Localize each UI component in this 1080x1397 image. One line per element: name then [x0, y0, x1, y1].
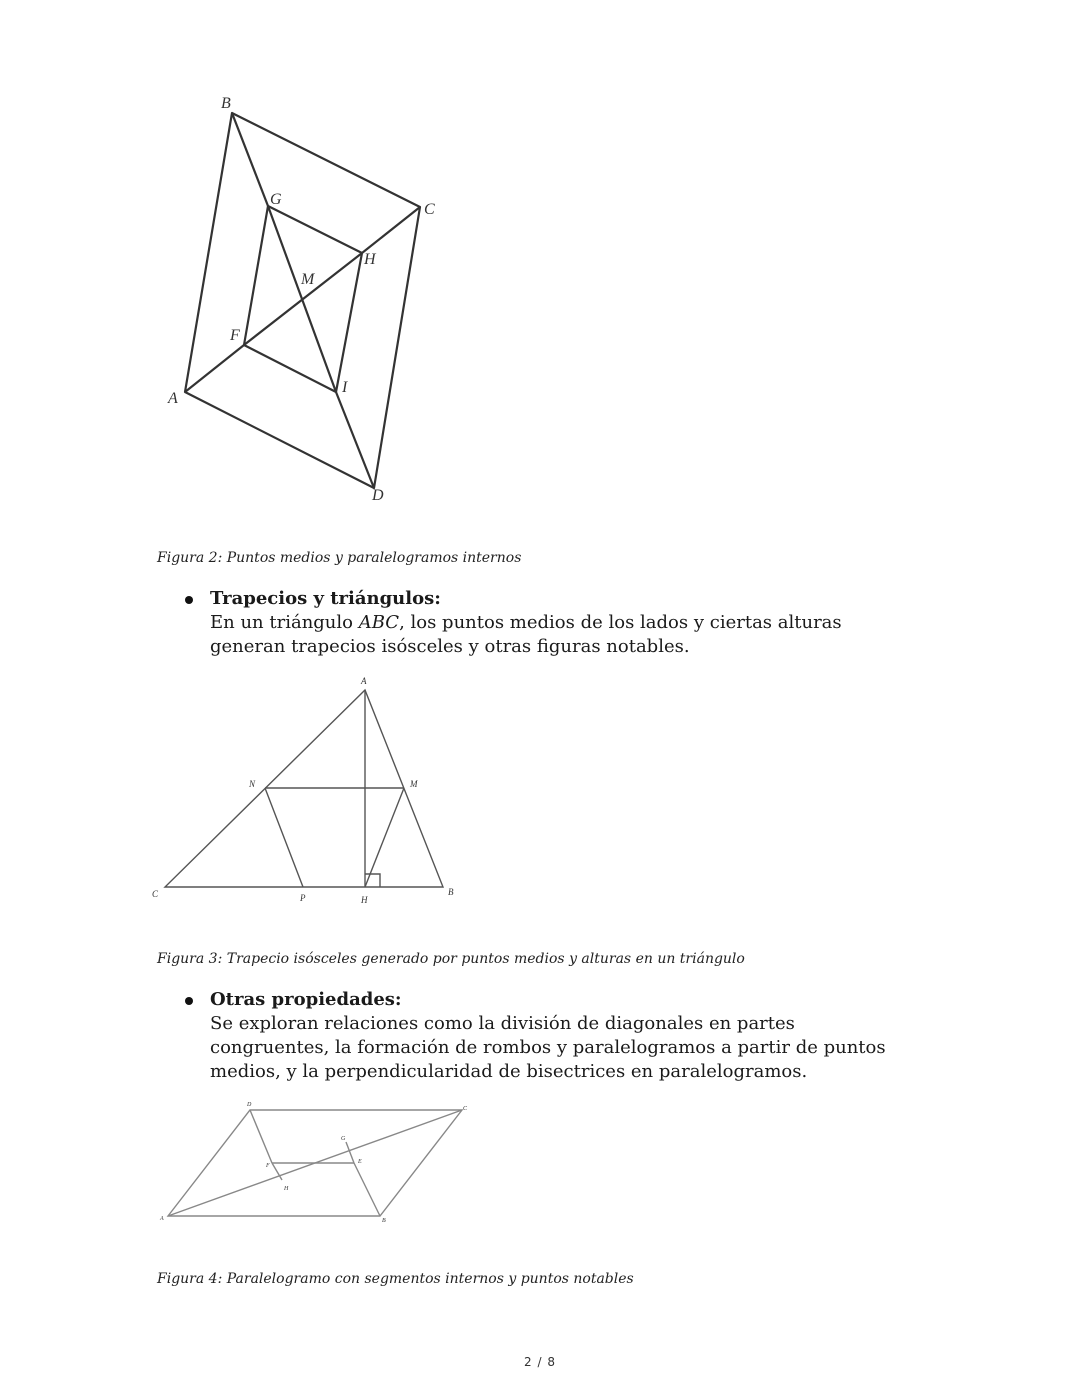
label-H: H	[364, 251, 376, 268]
label-B: B	[448, 887, 454, 897]
bullet-trapecios	[185, 587, 905, 659]
label-C: C	[152, 889, 159, 899]
figure-4-caption: Figura 4: Paralelogramo con segmentos internos y puntos notables	[157, 1271, 634, 1287]
bullet-dot	[185, 596, 193, 604]
figure-3-caption: Figura 3: Trapecio isósceles generado por puntos medios y alturas en un triángulo	[157, 951, 745, 967]
label-N: N	[249, 779, 256, 789]
figure-4-diagram	[150, 1095, 480, 1230]
label-M: M	[301, 271, 315, 288]
label-P: P	[300, 893, 306, 903]
figure-3-diagram	[150, 670, 470, 910]
segment-BG	[232, 113, 268, 206]
label-E: E	[358, 1159, 362, 1165]
label-F: F	[230, 327, 240, 344]
label-C: C	[463, 1106, 468, 1112]
label-F: F	[266, 1163, 270, 1169]
label-B: B	[221, 95, 231, 112]
bullet-title: Otras propiedades:	[210, 989, 402, 1010]
label-H: H	[284, 1186, 289, 1192]
segment-DI	[336, 392, 374, 488]
label-I: I	[342, 379, 348, 396]
bullet-dot	[185, 997, 193, 1005]
segment-DF	[250, 1110, 272, 1163]
label-A: A	[160, 1216, 164, 1222]
diagonal-FH	[244, 253, 362, 345]
label-A: A	[361, 676, 367, 686]
label-D: D	[372, 487, 384, 504]
figure-2-caption: Figura 2: Puntos medios y paralelogramos internos	[157, 550, 522, 566]
label-C: C	[424, 201, 435, 218]
segment-CH	[362, 207, 420, 253]
label-M: M	[410, 779, 418, 789]
figure-2-diagram	[150, 85, 460, 515]
bullet-text: Se exploran relaciones como la división de diagonales en partes congruentes, la formación de rombos y paralelogramos a partir de puntos medios, y la perpendicularidad de bisectrices en paralelogramos.	[210, 1013, 886, 1082]
segment-EB	[354, 1163, 380, 1216]
bullet-otras	[185, 988, 905, 1084]
label-D: D	[247, 1102, 252, 1108]
label-B: B	[382, 1218, 386, 1224]
segment-MH	[365, 788, 404, 887]
math-ABC: ABC	[358, 612, 400, 633]
label-G: G	[270, 191, 282, 208]
page-number: 2 / 8	[524, 1355, 556, 1369]
segment-AF	[185, 345, 244, 392]
label-G: G	[341, 1136, 346, 1142]
label-H: H	[361, 895, 368, 905]
bullet-title: Trapecios y triángulos:	[210, 588, 441, 609]
segment-NP	[265, 788, 303, 887]
bullet-text-before: En un triángulo	[210, 612, 359, 633]
segment-GE	[346, 1142, 354, 1163]
label-A: A	[168, 390, 178, 407]
bullet-text-after: , los puntos medios de los lados y ciertas alturas generan trapecios isósceles y otras figuras notables.	[210, 612, 842, 657]
